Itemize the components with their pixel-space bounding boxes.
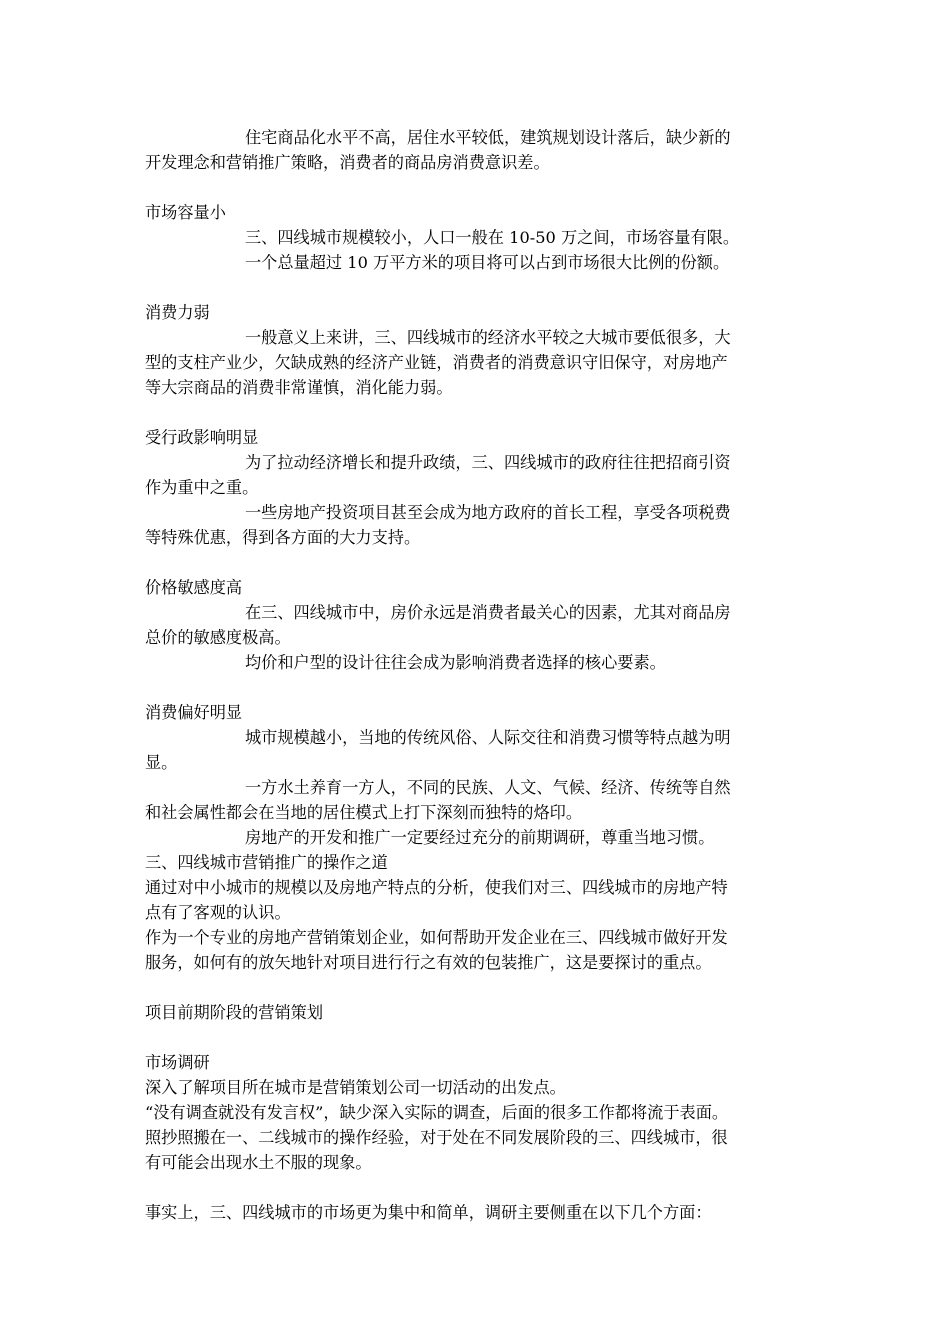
body-line: 三、四线城市规模较小，人口一般在 10-50 万之间，市场容量有限。: [245, 228, 740, 247]
body-line: 均价和户型的设计往往会成为影响消费者选择的核心要素。: [245, 653, 666, 672]
body-line: 住宅商品化水平不高，居住水平较低，建筑规划设计落后，缺少新的: [245, 128, 731, 147]
body-line: 点有了客观的认识。: [145, 903, 291, 922]
body-line: 显。: [145, 753, 178, 772]
body-line: 总价的敏感度极高。: [145, 628, 291, 647]
body-line: 有可能会出现水土不服的现象。: [145, 1153, 372, 1172]
body-line: 在三、四线城市中，房价永远是消费者最关心的因素，尤其对商品房: [245, 603, 731, 622]
section-heading: 市场容量小: [145, 203, 226, 222]
body-line: 作为重中之重。: [145, 478, 259, 497]
body-line: 一般意义上来讲，三、四线城市的经济水平较之大城市要低很多，大: [245, 328, 731, 347]
section-heading: 消费力弱: [145, 303, 210, 322]
body-line: 城市规模越小，当地的传统风俗、人际交往和消费习惯等特点越为明: [245, 728, 731, 747]
body-line: 房地产的开发和推广一定要经过充分的前期调研，尊重当地习惯。: [245, 828, 715, 847]
body-line: 一些房地产投资项目甚至会成为地方政府的首长工程，享受各项税费: [245, 503, 731, 522]
body-line: 服务，如何有的放矢地针对项目进行行之有效的包装推广，这是要探讨的重点。: [145, 953, 712, 972]
body-line: 一个总量超过 10 万平方米的项目将可以占到市场很大比例的份额。: [245, 253, 730, 272]
body-line: 事实上，三、四线城市的市场更为集中和简单，调研主要侧重在以下几个方面：: [145, 1203, 712, 1222]
body-line: 深入了解项目所在城市是营销策划公司一切活动的出发点。: [145, 1078, 566, 1097]
body-line: 型的支柱产业少，欠缺成熟的经济产业链，消费者的消费意识守旧保守，对房地产: [145, 353, 728, 372]
body-line: 一方水土养育一方人，不同的民族、人文、气候、经济、传统等自然: [245, 778, 731, 797]
body-line: 为了拉动经济增长和提升政绩，三、四线城市的政府往往把招商引资: [245, 453, 731, 472]
body-line: 等特殊优惠，得到各方面的大力支持。: [145, 528, 421, 547]
body-line: 和社会属性都会在当地的居住模式上打下深刻而独特的烙印。: [145, 803, 583, 822]
body-line: 开发理念和营销推广策略，消费者的商品房消费意识差。: [145, 153, 550, 172]
section-heading: 三、四线城市营销推广的操作之道: [145, 853, 388, 872]
section-heading: 市场调研: [145, 1053, 210, 1072]
body-line: 照抄照搬在一、二线城市的操作经验，对于处在不同发展阶段的三、四线城市，很: [145, 1128, 728, 1147]
section-heading: 消费偏好明显: [145, 703, 243, 722]
section-heading: 项目前期阶段的营销策划: [145, 1003, 324, 1022]
body-line: “没有调查就没有发言权”，缺少深入实际的调查，后面的很多工作都将流于表面。: [145, 1103, 729, 1122]
body-line: 通过对中小城市的规模以及房地产特点的分析，使我们对三、四线城市的房地产特: [145, 878, 728, 897]
section-heading: 受行政影响明显: [145, 428, 259, 447]
section-heading: 价格敏感度高: [145, 578, 243, 597]
body-line: 作为一个专业的房地产营销策划企业，如何帮助开发企业在三、四线城市做好开发: [145, 928, 728, 947]
body-line: 等大宗商品的消费非常谨慎，消化能力弱。: [145, 378, 453, 397]
